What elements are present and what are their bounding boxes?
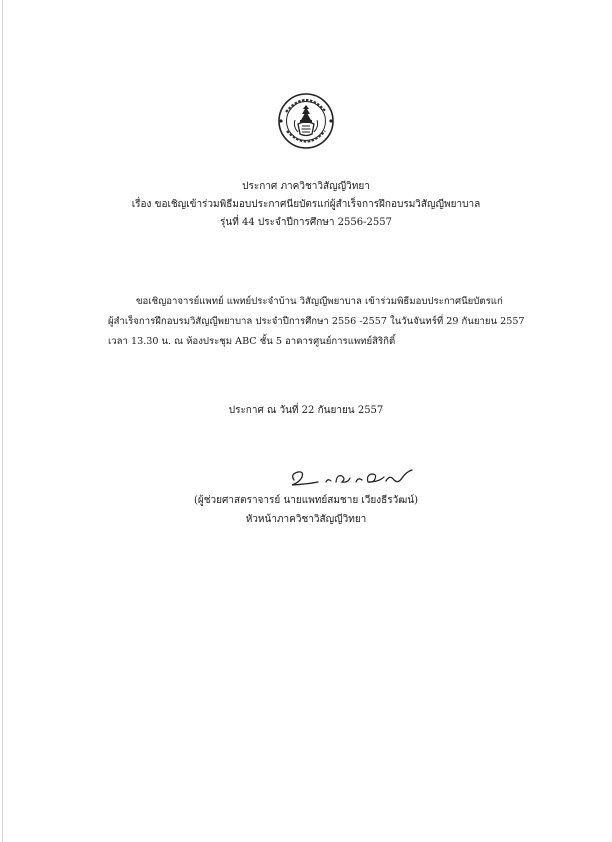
scan-edge-line	[2, 0, 3, 842]
invitation-body	[108, 292, 558, 352]
header-subject: เรื่อง ขอเชิญเข้าร่วมพิธีมอบประกาศนียบัตรแก่ผู้สำเร็จการฝึกอบรมวิสัญญีพยาบาล	[131, 199, 481, 210]
university-seal-icon	[276, 90, 336, 152]
announcement-date: ประกาศ ณ วันที่ 22 กันยายน 2557	[228, 405, 384, 416]
signer-block	[0, 491, 612, 529]
header-class-year: รุ่นที่ 44 ประจำปีการศึกษา 2556-2557	[220, 217, 392, 228]
body-line-1: ขอเชิญอาจารย์แพทย์ แพทย์ประจำบ้าน วิสัญญีพยาบาล เข้าร่วมพิธีมอบประกาศนียบัตรแก่	[136, 296, 503, 307]
header-department-title: ประกาศ ภาควิชาวิสัญญีวิทยา	[242, 181, 370, 192]
handwritten-signature	[280, 458, 420, 492]
body-line-3: เวลา 13.30 น. ณ ห้องประชุม ABC ชั้น 5 อาคารศูนย์การแพทย์สิริกิติ์	[108, 336, 396, 347]
signer-title: หัวหน้าภาควิชาวิสัญญีวิทยา	[245, 514, 367, 525]
signer-name: (ผู้ช่วยศาสตราจารย์ นายแพทย์สมชาย เวียงธีรวัฒน์)	[193, 495, 419, 506]
announcement-header	[0, 178, 612, 232]
body-line-2: ผู้สำเร็จการฝึกอบรมวิสัญญีพยาบาล ประจำปีการศึกษา 2556 -2557 ในวันจันทร์ที่ 29 กันยายน 2557	[108, 316, 525, 327]
